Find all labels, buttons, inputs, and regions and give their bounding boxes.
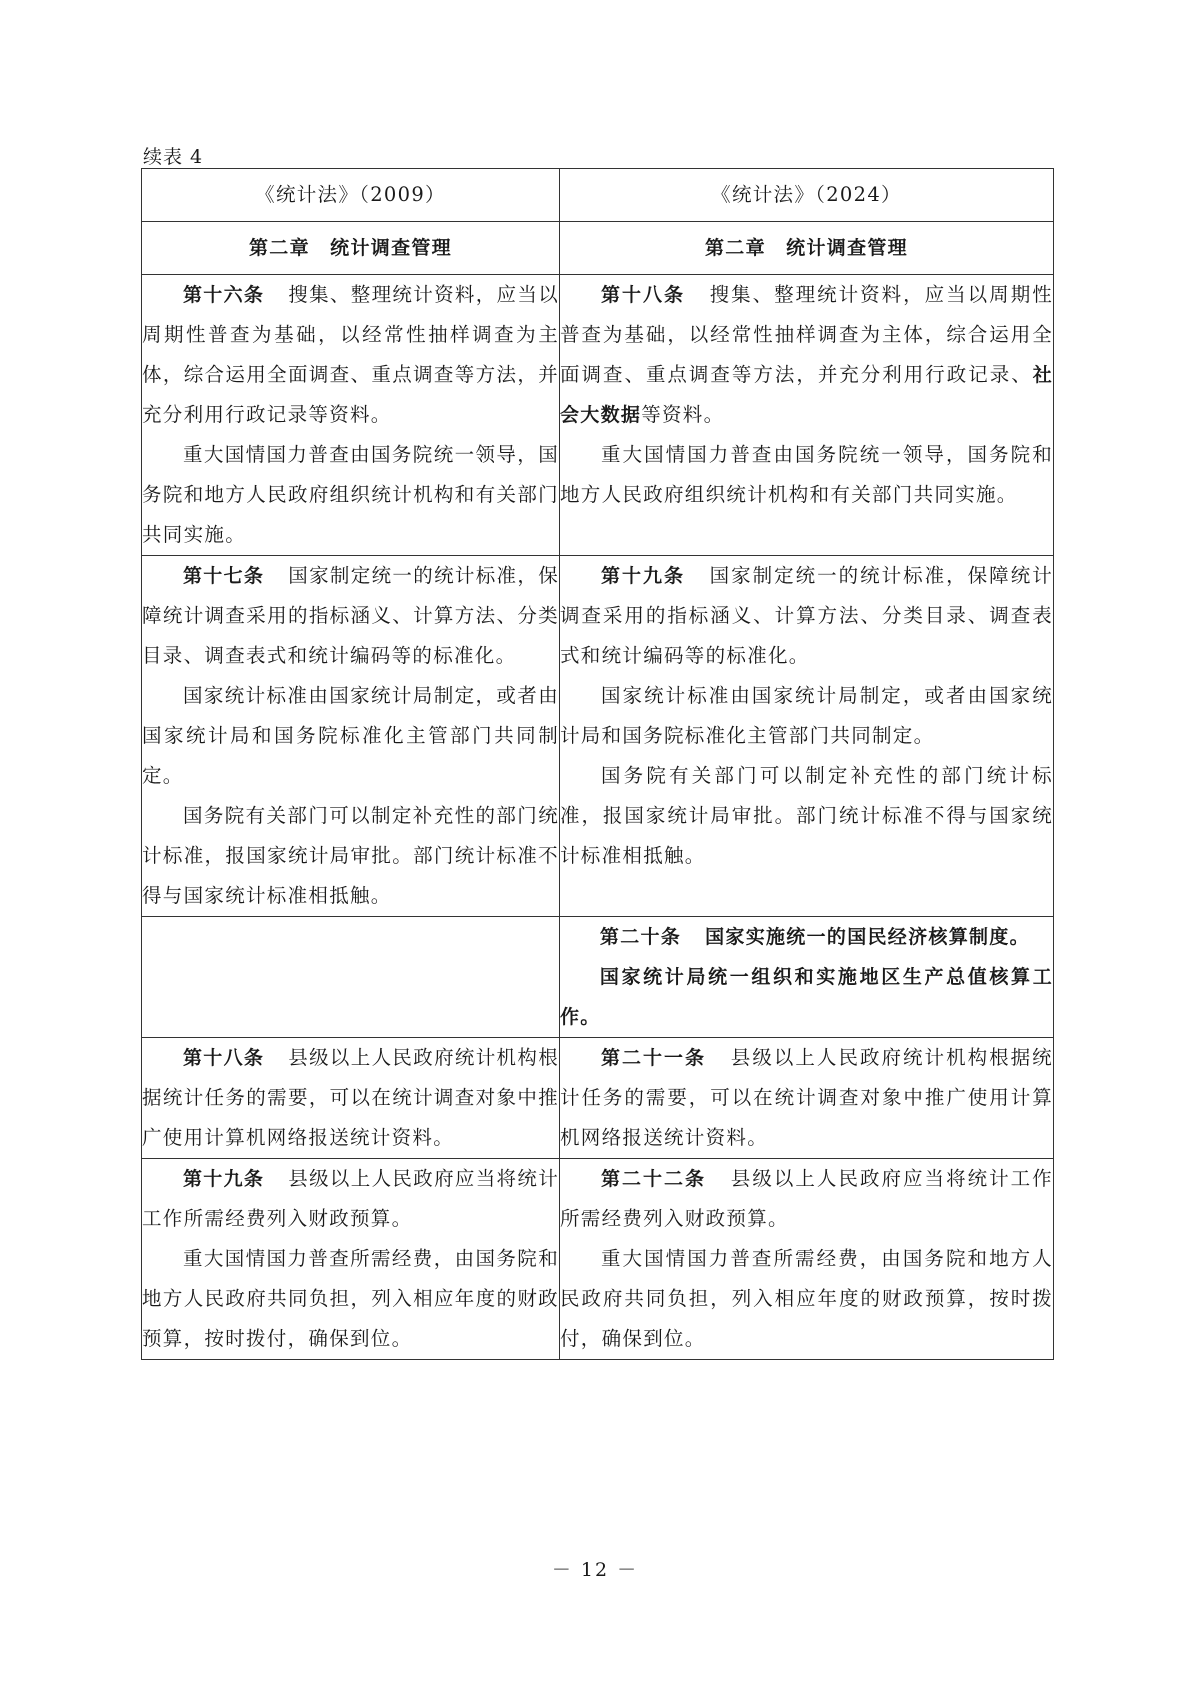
paragraph: 国务院有关部门可以制定补充性的部门统计标准，报国家统计局审批。部门统计标准不得与国家统计标准相抵触。 — [142, 804, 559, 907]
paragraph: 重大国情国力普查由国务院统一领导，国务院和地方人民政府组织统计机构和有关部门共同实施。 — [560, 443, 1053, 506]
paragraph: 国家统计标准由国家统计局制定，或者由国家统计局和国务院标准化主管部门共同制定。 — [142, 684, 559, 787]
paragraph: 国家统计标准由国家统计局制定，或者由国家统计局和国务院标准化主管部门共同制定。 — [560, 684, 1053, 747]
article-number: 第十七条 — [182, 565, 265, 587]
article-number: 第十八条 — [600, 284, 685, 306]
article-number: 第十九条 — [182, 1168, 265, 1190]
article-text: 等资料。 — [641, 403, 725, 426]
table-row — [142, 556, 1054, 917]
paragraph: 重大国情国力普查所需经费，由国务院和地方人民政府共同负担，列入相应年度的财政预算，按时拨付，确保到位。 — [142, 1247, 559, 1350]
amended-text-bold: 社会大数据 — [560, 364, 1053, 426]
article-text: 县级以上人民政府统计机构根据统计任务的需要，可以在统计调查对象中推广使用计算机网络报送统计资料。 — [142, 1046, 559, 1149]
article-number: 第十六条 — [182, 284, 265, 306]
article-text: 国家制定统一的统计标准，保障统计调查采用的指标涵义、计算方法、分类目录、调查表式和统计编码等的标准化。 — [142, 564, 559, 667]
article-text: 县级以上人民政府应当将统计工作所需经费列入财政预算。 — [560, 1167, 1053, 1230]
article-paragraph — [142, 556, 559, 676]
article-text: 搜集、整理统计资料，应当以周期性普查为基础，以经常性抽样调查为主体，综合运用全面调查、重点调查等方法，并充分利用行政记录、 — [560, 283, 1053, 386]
article-paragraph-new — [560, 917, 1053, 957]
cell-2024 — [560, 1159, 1054, 1360]
article-paragraph — [142, 1159, 559, 1239]
paragraph-new: 国家统计局统一组织和实施地区生产总值核算工作。 — [560, 966, 1053, 1028]
table-header-row — [142, 169, 1054, 222]
table-row — [142, 1159, 1054, 1360]
article-number: 第二十条 — [599, 926, 682, 948]
article-paragraph — [142, 1038, 559, 1158]
cell-2024 — [560, 917, 1054, 1038]
cell-2009 — [142, 1159, 560, 1360]
article-paragraph — [560, 556, 1053, 676]
page-number: － 12 － — [551, 1559, 639, 1581]
table-row — [142, 917, 1054, 1038]
cell-2024 — [560, 556, 1054, 917]
table-row — [142, 275, 1054, 556]
article-number: 第二十一条 — [600, 1047, 707, 1069]
chapter-row — [142, 222, 1054, 275]
paragraph: 重大国情国力普查所需经费，由国务院和地方人民政府共同负担，列入相应年度的财政预算，按时拨付，确保到位。 — [560, 1247, 1053, 1350]
table-caption: 续表 4 — [143, 146, 204, 168]
article-number: 第二十二条 — [600, 1168, 707, 1190]
article-paragraph — [142, 275, 559, 435]
article-paragraph — [560, 275, 1053, 435]
cell-2009 — [142, 556, 560, 917]
header-2024: 《统计法》（2024） — [560, 169, 1054, 222]
law-comparison-table — [141, 168, 1054, 1360]
chapter-title-2024: 第二章 统计调查管理 — [560, 222, 1054, 275]
cell-2024 — [560, 1038, 1054, 1159]
article-text: 国家制定统一的统计标准，保障统计调查采用的指标涵义、计算方法、分类目录、调查表式和统计编码等的标准化。 — [560, 564, 1053, 667]
cell-2009-empty — [142, 917, 560, 1038]
cell-2009 — [142, 275, 560, 556]
chapter-title-2009: 第二章 统计调查管理 — [142, 222, 560, 275]
article-text: 县级以上人民政府统计机构根据统计任务的需要，可以在统计调查对象中推广使用计算机网络报送统计资料。 — [560, 1046, 1053, 1149]
article-number: 第十八条 — [182, 1047, 265, 1069]
cell-2024 — [560, 275, 1054, 556]
article-text: 搜集、整理统计资料，应当以周期性普查为基础，以经常性抽样调查为主体，综合运用全面调查、重点调查等方法，并充分利用行政记录等资料。 — [142, 283, 559, 426]
header-2009: 《统计法》（2009） — [142, 169, 560, 222]
article-text: 国家实施统一的国民经济核算制度。 — [705, 926, 1030, 948]
cell-2009 — [142, 1038, 560, 1159]
paragraph: 重大国情国力普查由国务院统一领导，国务院和地方人民政府组织统计机构和有关部门共同实施。 — [142, 443, 559, 546]
article-number: 第十九条 — [600, 565, 685, 587]
article-paragraph — [560, 1038, 1053, 1158]
article-text: 县级以上人民政府应当将统计工作所需经费列入财政预算。 — [142, 1167, 559, 1230]
table-row — [142, 1038, 1054, 1159]
article-paragraph — [560, 1159, 1053, 1239]
paragraph: 国务院有关部门可以制定补充性的部门统计标准，报国家统计局审批。部门统计标准不得与国家统计标准相抵触。 — [560, 764, 1053, 867]
